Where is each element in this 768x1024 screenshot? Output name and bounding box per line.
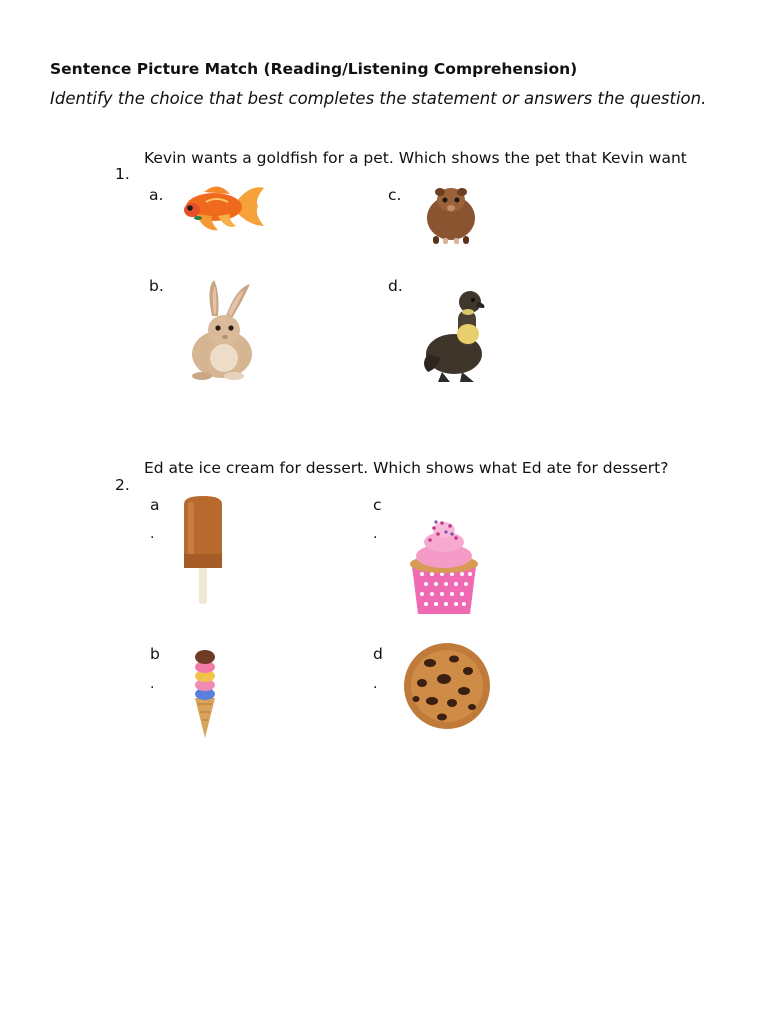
cookie-icon[interactable]	[402, 641, 492, 731]
duckling-icon[interactable]	[420, 288, 488, 386]
option-1d-label[interactable]: d.	[388, 277, 403, 295]
option-2a-dot: .	[150, 526, 155, 542]
question-2-text: Ed ate ice cream for dessert. Which shows what Ed ate for dessert?	[144, 459, 669, 477]
option-2d-dot: .	[373, 676, 378, 692]
option-1c-label[interactable]: c.	[388, 186, 402, 204]
popsicle-icon[interactable]	[180, 494, 226, 606]
ice-cream-cone-icon[interactable]	[190, 648, 220, 740]
question-2-number: 2.	[115, 476, 130, 494]
question-1-number: 1.	[115, 165, 130, 183]
worksheet-instructions: Identify the choice that best completes the statement or answers the question.	[50, 89, 707, 108]
cupcake-icon[interactable]	[406, 518, 482, 620]
option-2d-label[interactable]: d	[373, 645, 383, 663]
option-2b-dot: .	[150, 676, 155, 692]
option-1b-label[interactable]: b.	[149, 277, 164, 295]
rabbit-icon[interactable]	[184, 278, 256, 382]
worksheet-title: Sentence Picture Match (Reading/Listening Comprehension)	[50, 60, 578, 78]
option-1a-label[interactable]: a.	[149, 186, 164, 204]
option-2b-label[interactable]: b	[150, 645, 160, 663]
guinea-pig-icon[interactable]	[423, 180, 479, 248]
option-2a-label[interactable]: a	[150, 496, 160, 514]
question-1-text: Kevin wants a goldfish for a pet. Which shows the pet that Kevin want	[144, 149, 687, 167]
option-2c-label[interactable]: c	[373, 496, 382, 514]
goldfish-icon[interactable]	[178, 180, 266, 238]
option-2c-dot: .	[373, 526, 378, 542]
